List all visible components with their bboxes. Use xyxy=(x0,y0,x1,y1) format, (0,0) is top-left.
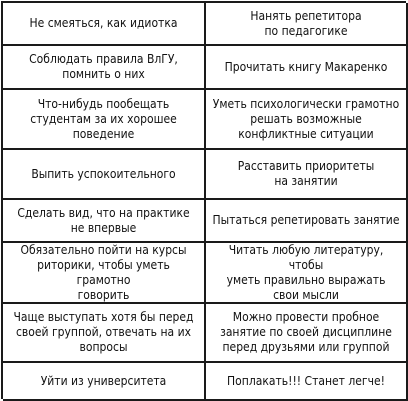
options-table xyxy=(1,1,406,399)
table-cell-row5-right: Пытаться репетировать занятие xyxy=(206,200,408,243)
table-cell-row5-left: Сделать вид, что на практике не впервые xyxy=(3,200,206,243)
table-cell-row2-left: Соблюдать правила ВлГУ, помнить о них xyxy=(3,46,206,90)
table-cell-row1-left: Не смеяться, как идиотка xyxy=(3,3,206,46)
table-cell-row7-left: Чаще выступать хотя бы перед своей группой, отвечать на их вопросы xyxy=(3,304,206,363)
table-cell-row4-right: Расставить приоритеты на занятии xyxy=(206,150,408,200)
table-cell-row8-left: Уйти из университета xyxy=(3,363,206,401)
table-cell-row3-left: Что-нибудь пообещать студентам за их хорошее поведение xyxy=(3,90,206,150)
table-cell-row1-right: Нанять репетитора по педагогике xyxy=(206,3,408,46)
table-cell-row7-right: Можно провести пробное занятие по своей дисциплине перед друзьями или группой xyxy=(206,304,408,363)
table-cell-row4-left: Выпить успокоительного xyxy=(3,150,206,200)
table-cell-row8-right: Поплакать!!! Станет легче! xyxy=(206,363,408,401)
table-cell-row6-right: Читать любую литературу, чтобы уметь правильно выражать свои мысли xyxy=(206,243,408,304)
table-cell-row2-right: Прочитать книгу Макаренко xyxy=(206,46,408,90)
table-cell-row3-right: Уметь психологически грамотно решать возможные конфликтные ситуации xyxy=(206,90,408,150)
table-cell-row6-left: Обязательно пойти на курсы риторики, чтобы уметь грамотно говорить xyxy=(3,243,206,304)
